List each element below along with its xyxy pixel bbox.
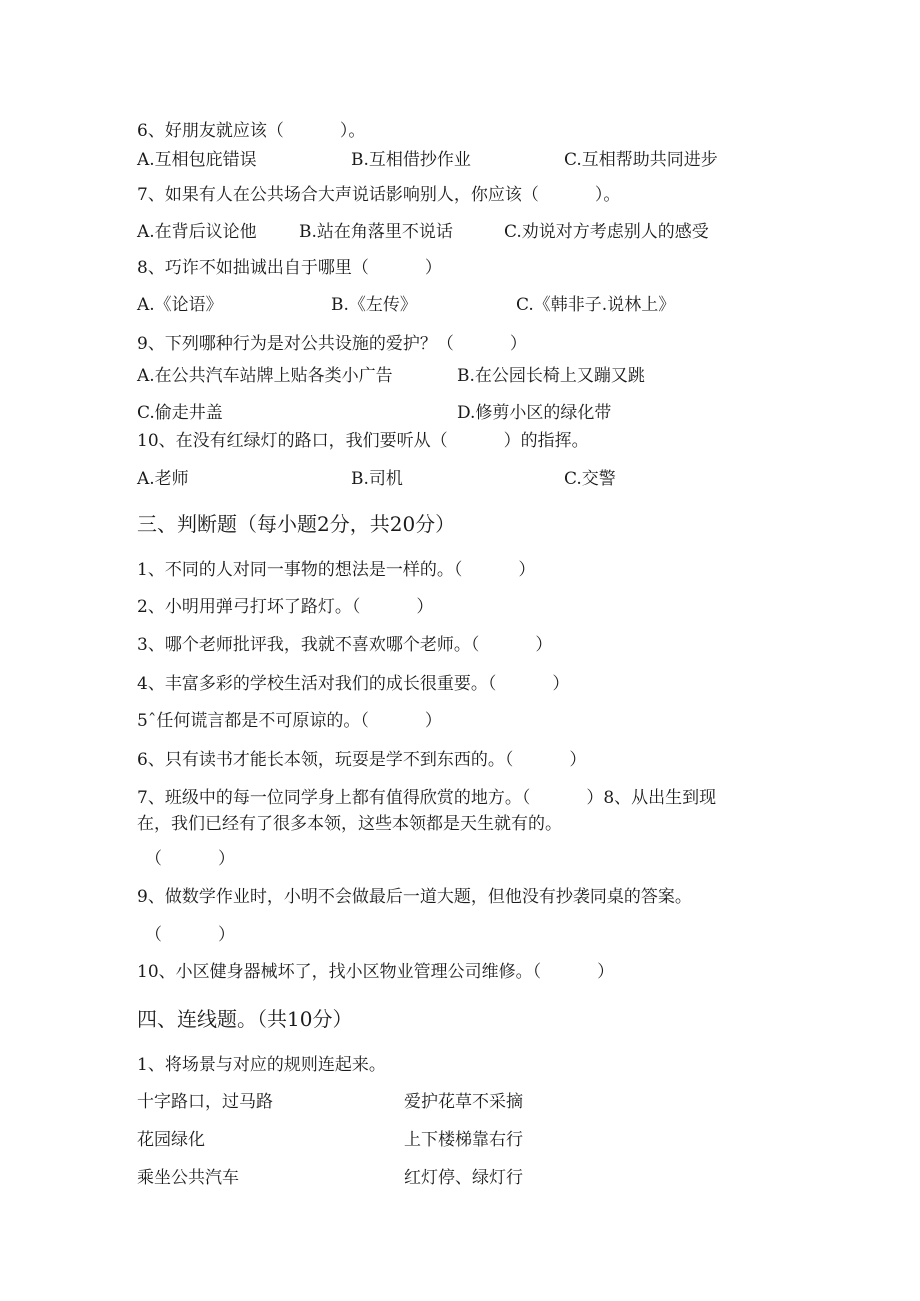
judge-2: 2、小明用弹弓打坏了路灯。（ ） xyxy=(137,597,434,617)
option-8a: A.《论语》 xyxy=(137,295,223,315)
judge-3: 3、哪个老师批评我，我就不喜欢哪个老师。（ ） xyxy=(137,635,553,655)
question-6: 6、好朋友就应该（ ）。 xyxy=(137,121,366,141)
option-8b: B.《左传》 xyxy=(331,295,417,315)
option-7b: B.站在角落里不说话 xyxy=(299,222,453,242)
question-10: 10、在没有红绿灯的路口，我们要听从（ ）的指挥。 xyxy=(137,431,589,451)
judge-7: 7、班级中的每一位同学身上都有值得欣赏的地方。（ ）8、从出生到现 xyxy=(137,788,717,808)
judge-5: 5ˆ任何谎言都是不可原谅的。（ ） xyxy=(137,711,442,731)
question-7: 7、如果有人在公共场合大声说话影响别人，你应该（ ）。 xyxy=(137,185,621,205)
judge-9-paren: （ ） xyxy=(145,925,235,945)
option-9b: B.在公园长椅上又蹦又跳 xyxy=(457,366,645,386)
option-6c: C.互相帮助共同进步 xyxy=(564,150,718,170)
match-instruction: 1、将场景与对应的规则连起来。 xyxy=(137,1055,386,1075)
match-left-item: 花园绿化 xyxy=(137,1130,205,1150)
judge-1: 1、不同的人对同一事物的想法是一样的。（ ） xyxy=(137,560,536,580)
match-right-item: 红灯停、绿灯行 xyxy=(404,1168,523,1188)
option-10a: A.老师 xyxy=(137,469,189,489)
judge-10: 10、小区健身器械坏了，找小区物业管理公司维修。（ ） xyxy=(137,962,615,982)
option-7a: A.在背后议论他 xyxy=(137,222,257,242)
option-9a: A.在公共汽车站牌上贴各类小广告 xyxy=(137,366,393,386)
option-6a: A.互相包庇错误 xyxy=(137,150,257,170)
option-10c: C.交警 xyxy=(564,469,616,489)
match-right-item: 上下楼梯靠右行 xyxy=(404,1130,523,1150)
question-9: 9、下列哪种行为是对公共设施的爱护？（ ） xyxy=(137,334,527,354)
judge-4: 4、丰富多彩的学校生活对我们的成长很重要。（ ） xyxy=(137,674,570,694)
judge-8-continued: 在，我们已经有了很多本领，这些本领都是天生就有的。 xyxy=(137,814,562,834)
option-10b: B.司机 xyxy=(351,469,403,489)
judge-9: 9、做数学作业时，小明不会做最后一道大题，但他没有抄袭同桌的答案。 xyxy=(137,887,692,907)
section-match-heading: 四、连线题。（共10分） xyxy=(137,1007,353,1031)
judge-6: 6、只有读书才能长本领，玩耍是学不到东西的。（ ） xyxy=(137,750,587,770)
match-left-item: 十字路口，过马路 xyxy=(137,1092,273,1112)
option-7c: C.劝说对方考虑别人的感受 xyxy=(504,222,709,242)
option-6b: B.互相借抄作业 xyxy=(351,150,471,170)
option-9c: C.偷走井盖 xyxy=(137,403,223,423)
judge-8-paren: （ ） xyxy=(145,849,235,869)
option-9d: D.修剪小区的绿化带 xyxy=(457,403,612,423)
section-judge-heading: 三、判断题（每小题2分，共20分） xyxy=(137,512,456,536)
option-8c: C.《韩非子.说林上》 xyxy=(516,295,676,315)
question-8: 8、巧诈不如拙诚出自于哪里（ ） xyxy=(137,258,442,278)
match-left-item: 乘坐公共汽车 xyxy=(137,1168,239,1188)
match-right-item: 爱护花草不采摘 xyxy=(404,1092,523,1112)
